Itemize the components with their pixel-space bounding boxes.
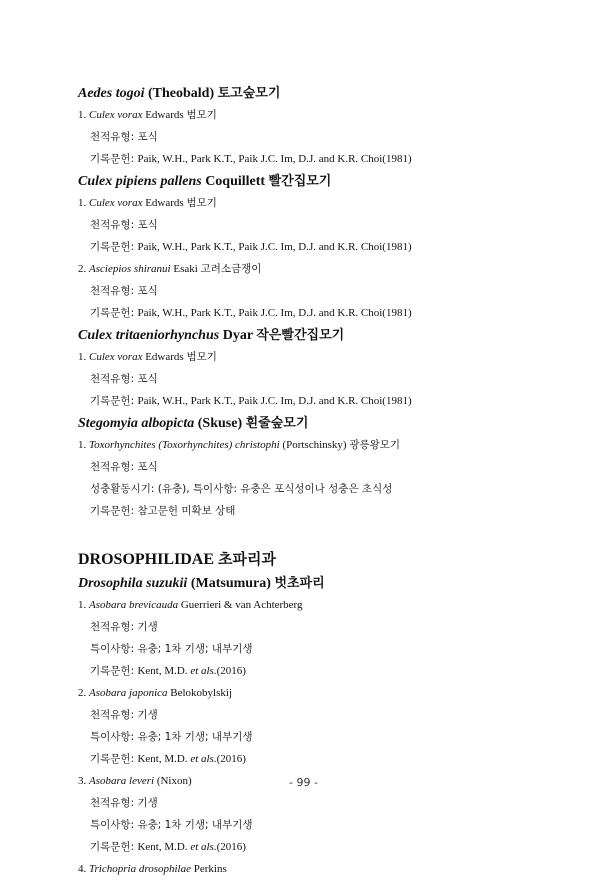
entry-number: 1. [78,197,87,209]
detail-label: 기록문헌: [90,395,138,407]
entry-detail [78,236,548,258]
entry-detail [78,748,548,770]
host-author: Dyar [222,328,253,343]
detail-value: 포식 [137,373,158,385]
detail-label: 기록문헌: [90,241,138,253]
detail-label: 특이사항: [90,643,138,655]
entry-number: 2. [78,687,87,699]
detail-label: 기록문헌: [90,153,138,165]
entry-detail [78,836,548,858]
entry-number: 1. [78,439,87,451]
enemy-author: Esaki [173,263,198,275]
entry-detail [78,638,548,660]
enemy-author: Edwards [145,197,184,209]
enemy-scientific-name: Asobara leveri [89,775,155,787]
enemy-scientific-name: Asobara japonica [89,687,168,699]
entry-number: 1. [78,351,87,363]
detail-label: 천적유형: [90,373,138,385]
host-scientific-name: Aedes togoi [78,86,145,101]
page-number: - 99 - [289,776,318,789]
enemy-scientific-name: Toxorhynchites (Toxorhynchites) christophi [89,439,280,451]
detail-value: Kent, M.D. [137,665,188,677]
detail-label: 기록문헌: [90,665,138,677]
detail-value: Paik, W.H., Park K.T., Paik J.C. Im, D.J. and K.R. Choi(1981) [137,307,412,319]
detail-label: 천적유형: [90,709,138,721]
detail-value: Paik, W.H., Park K.T., Paik J.C. Im, D.J. and K.R. Choi(1981) [137,153,412,165]
enemy-korean-name: 고려소금쟁이 [200,263,262,275]
detail-value: Paik, W.H., Park K.T., Paik J.C. Im, D.J. and K.R. Choi(1981) [137,395,412,407]
enemy-entry [78,258,548,280]
host-species-heading [78,574,548,594]
detail-value-tail: (2016) [216,665,246,677]
detail-label: 특이사항: [90,819,138,831]
enemy-author: Guerrieri & van Achterberg [180,599,303,611]
detail-value: 참고문헌 미확보 상태 [137,505,236,517]
enemy-scientific-name: Asobara brevicauda [89,599,179,611]
detail-label: 기록문헌: [90,753,138,765]
detail-label: 천적유형: [90,131,138,143]
entry-detail [78,792,548,814]
entry-number: 1. [78,599,87,611]
detail-label: 천적유형: [90,461,138,473]
detail-label: 기록문헌: [90,307,138,319]
detail-value: 유충; 1차 기생; 내부기생 [137,731,253,743]
detail-value: Kent, M.D. [137,753,188,765]
detail-label: 기록문헌: [90,505,138,517]
entry-number: 4. [78,863,87,875]
detail-label: 천적유형: [90,621,138,633]
detail-value: (유충), 특이사항: 유충은 포식성이나 성충은 초식성 [157,483,393,495]
entry-number: 3. [78,775,87,787]
enemy-korean-name: 광릉왕모기 [349,439,401,451]
entry-detail [78,280,548,302]
enemy-entry [78,858,548,880]
enemy-scientific-name: Culex vorax [89,351,143,363]
enemy-entry [78,346,548,368]
host-species-heading [78,326,548,346]
detail-value-italic: et als. [190,841,217,853]
entry-detail [78,704,548,726]
entry-detail [78,814,548,836]
detail-value: 기생 [137,709,158,721]
detail-label: 성충활동시기: [90,483,158,495]
detail-value: 포식 [137,285,158,297]
enemy-korean-name: 범모기 [186,197,217,209]
host-scientific-name: Culex pipiens pallens [78,174,202,189]
enemy-scientific-name: Trichopria drosophilae [89,863,191,875]
host-author: (Theobald) [148,86,215,101]
detail-label: 천적유형: [90,219,138,231]
host-scientific-name: Culex tritaeniorhynchus [78,328,220,343]
enemy-author: Edwards [145,351,184,363]
detail-value-italic: et als. [190,665,217,677]
entry-detail [78,148,548,170]
host-scientific-name: Stegomyia albopicta [78,416,195,431]
entry-detail [78,390,548,412]
host-korean-name: 토고숲모기 [217,86,281,101]
detail-value-italic: et als. [190,753,217,765]
entry-detail [78,302,548,324]
detail-value: Kent, M.D. [137,841,188,853]
enemy-author: (Nixon) [156,775,192,787]
enemy-scientific-name: Asciepios shiranui [89,263,171,275]
family-heading [78,548,548,570]
document-body [78,82,548,880]
entry-number: 2. [78,263,87,275]
host-scientific-name: Drosophila suzukii [78,576,188,591]
detail-value: 유충; 1차 기생; 내부기생 [137,643,253,655]
enemy-entry [78,104,548,126]
detail-label: 천적유형: [90,285,138,297]
enemy-scientific-name: Culex vorax [89,109,143,121]
host-korean-name: 벗초파리 [274,576,325,591]
detail-value: 기생 [137,797,158,809]
entry-detail [78,126,548,148]
enemy-author: Perkins [193,863,227,875]
enemy-entry [78,682,548,704]
family-name: DROSOPHILIDAE [78,551,215,568]
enemy-entry [78,434,548,456]
detail-value: Paik, W.H., Park K.T., Paik J.C. Im, D.J. and K.R. Choi(1981) [137,241,412,253]
family-korean-name: 초파리과 [218,550,276,568]
host-korean-name: 빨간집모기 [268,174,332,189]
host-author: Coquillett [205,174,266,189]
detail-value-tail: (2016) [216,753,246,765]
entry-detail [78,456,548,478]
host-korean-name: 흰줄숲모기 [245,416,309,431]
enemy-author: Edwards [145,109,184,121]
host-species-heading [78,84,548,104]
detail-label: 기록문헌: [90,841,138,853]
entry-detail [78,616,548,638]
detail-value: 포식 [137,219,158,231]
entry-number: 1. [78,109,87,121]
detail-value: 기생 [137,621,158,633]
entry-detail [78,478,548,500]
entry-detail [78,660,548,682]
detail-label: 천적유형: [90,797,138,809]
detail-label: 특이사항: [90,731,138,743]
enemy-scientific-name: Culex vorax [89,197,143,209]
enemy-author: Belokobylskij [170,687,233,699]
detail-value: 포식 [137,131,158,143]
entry-detail [78,214,548,236]
host-species-heading [78,414,548,434]
enemy-korean-name: 범모기 [186,351,217,363]
entry-detail [78,726,548,748]
host-author: (Skuse) [197,416,243,431]
enemy-entry [78,192,548,214]
detail-value-tail: (2016) [216,841,246,853]
detail-value: 포식 [137,461,158,473]
host-korean-name: 작은빨간집모기 [256,328,345,343]
detail-value: 유충; 1차 기생; 내부기생 [137,819,253,831]
enemy-korean-name: 범모기 [186,109,217,121]
enemy-entry [78,594,548,616]
entry-detail [78,368,548,390]
host-author: (Matsumura) [190,576,271,591]
host-species-heading [78,172,548,192]
entry-detail [78,500,548,522]
enemy-author: (Portschinsky) [282,439,347,451]
